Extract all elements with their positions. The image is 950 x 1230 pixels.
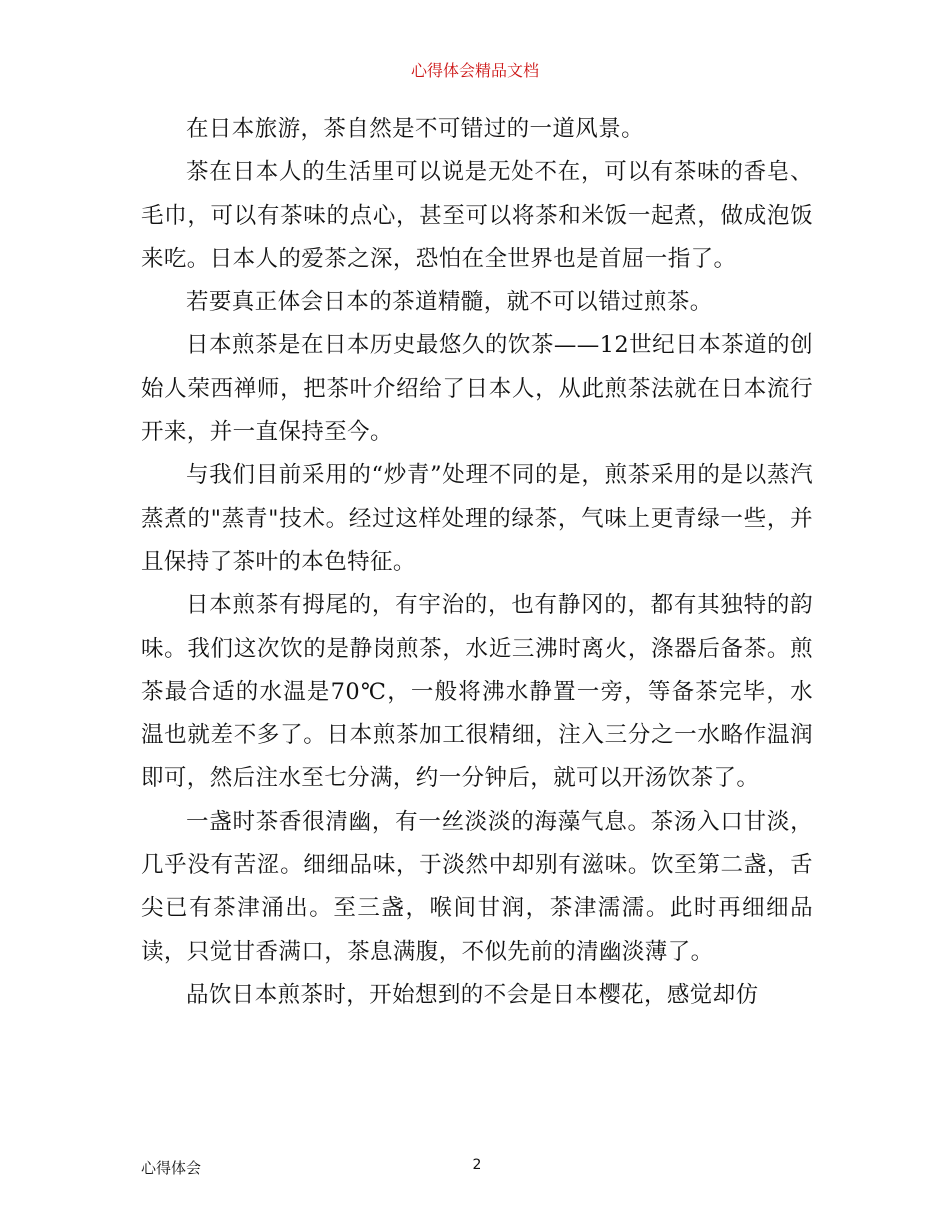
paragraph: 在日本旅游，茶自然是不可错过的一道风景。: [186, 116, 645, 142]
paragraph: 茶在日本人的生活里可以说是无处不在，可以有茶味的香皂、毛巾，可以有茶味的点心，甚至可以将茶和米饭一起煮，做成泡饭来吃。日本人的爱茶之深，恐怕在全世界也是首屈一指了。: [141, 159, 813, 272]
footer-label: 心得体会: [141, 1159, 202, 1177]
page-header-title: 心得体会精品文档: [410, 61, 539, 80]
page-number: 2: [472, 1157, 482, 1173]
paragraph: 与我们目前采用的“炒青”处理不同的是，煎茶采用的是以蒸汽蒸煮的"蒸青"技术。经过这样处理的绿茶，气味上更青绿一些，并且保持了茶叶的本色特征。: [141, 462, 813, 575]
paragraph: 日本煎茶是在日本历史最悠久的饮茶——12世纪日本茶道的创始人荣西禅师，把茶叶介绍给了日本人，从此煎茶法就在日本流行开来，并一直保持至今。: [141, 332, 813, 446]
paragraph: 日本煎茶有拇尾的，有宇治的，也有静冈的，都有其独特的韵味。我们这次饮的是静岗煎茶，水近三沸时离火，涤器后备茶。煎茶最合适的水温是70℃，一般将沸水静置一旁，等备茶完毕，水温也就差不多了。日本煎茶加工很精细，注入三分之一水略作温润即可，然后注水至七分满，约一分钟后，就可以开汤饮茶了。: [141, 592, 813, 792]
paragraph: 一盏时茶香很清幽，有一丝淡淡的海藻气息。茶汤入口甘淡，几乎没有苦涩。细细品味，于淡然中却别有滋味。饮至第二盏，舌尖已有茶津涌出。至三盏，喉间甘润，茶津濡濡。此时再细细品读，只觉甘香满口，茶息满腹，不似先前的清幽淡薄了。: [141, 808, 813, 965]
document-body: [141, 108, 813, 1017]
page-footer: [141, 1157, 813, 1177]
paragraph: 若要真正体会日本的茶道精髓，就不可以错过煎茶。: [186, 289, 713, 316]
paragraph: 品饮日本煎茶时，开始想到的不会是日本樱花，感觉却仿: [186, 981, 759, 1008]
